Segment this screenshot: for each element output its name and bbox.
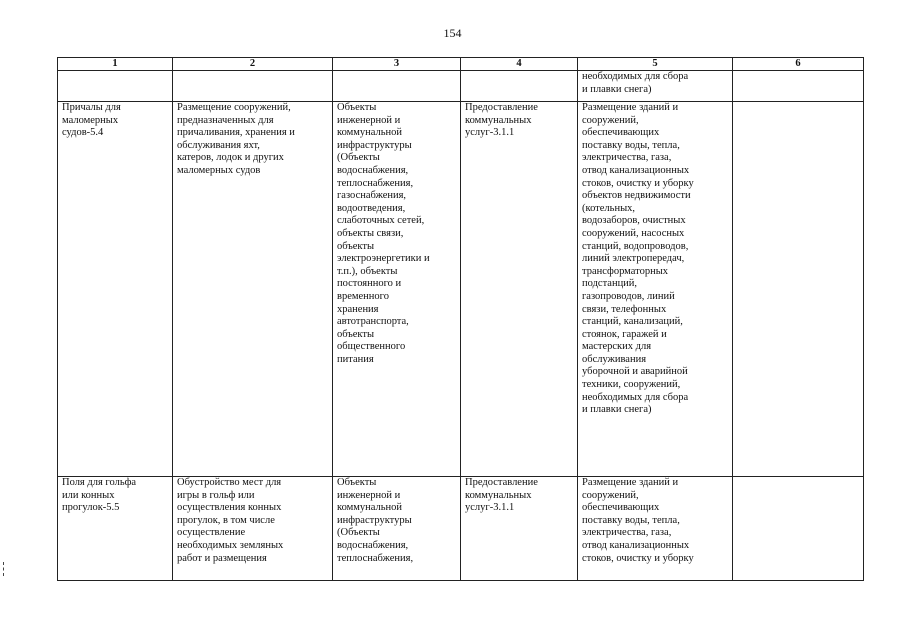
header-row [58, 58, 864, 71]
column-header-4: 4 [461, 58, 578, 71]
table-cell: Объекты инженерной и коммунальной инфраструктуры (Объекты водоснабжения, теплоснабжения, [333, 477, 461, 581]
table-cell [733, 71, 864, 102]
table-cell [733, 477, 864, 581]
table-cell: необходимых для сбора и плавки снега) [578, 71, 733, 102]
table-cell: Размещение зданий и сооружений, обеспечивающих поставку воды, тепла, электричества, газа, отвод канализационных стоков, очистку и уборку [578, 477, 733, 581]
table-cell [58, 71, 173, 102]
column-header-3: 3 [333, 58, 461, 71]
table-cell [733, 102, 864, 477]
column-header-5: 5 [578, 58, 733, 71]
table-cell: Размещение зданий и сооружений, обеспечивающих поставку воды, тепла, электричества, газа, отвод канализационных стоков, очистку и уборку объектов недвижимости (котельных, водозаборов, очистных сооружений, насосных станций, водопроводов, линий электропередач, трансформаторных подстанций, газопроводов, линий связи, телефонных станций, канализаций, стоянок, гаражей и мастерских для обслуживания уборочной и аварийной техники, сооружений, необходимых для сбора и плавки снега) [578, 102, 733, 477]
table-cell [173, 71, 333, 102]
table-cell: Обустройство мест для игры в гольф или осуществления конных прогулок, в том числе осуществление необходимых земляных работ и размещения [173, 477, 333, 581]
column-header-2: 2 [173, 58, 333, 71]
column-header-1: 1 [58, 58, 173, 71]
table-cell: Предоставление коммунальных услуг-3.1.1 [461, 477, 578, 581]
table-row-continuation [58, 71, 864, 102]
column-header-6: 6 [733, 58, 864, 71]
permitted-use-table [57, 57, 864, 581]
table-cell: Причалы для маломерных судов-5.4 [58, 102, 173, 477]
table-cell [461, 71, 578, 102]
table-cell: Объекты инженерной и коммунальной инфраструктуры (Объекты водоснабжения, теплоснабжения, газоснабжения, водоотведения, слаботочных сетей, объекты связи, объекты электроэнергетики и т.п.), объекты постоянного и временного хранения автотранспорта, объекты общественного питания [333, 102, 461, 477]
scan-margin-mark [3, 562, 7, 576]
table-row-moorings [58, 102, 864, 477]
table-row-golf-fields [58, 477, 864, 581]
table-cell [333, 71, 461, 102]
page-number: 154 [443, 26, 462, 40]
table-cell: Поля для гольфа или конных прогулок-5.5 [58, 477, 173, 581]
table-cell: Предоставление коммунальных услуг-3.1.1 [461, 102, 578, 477]
table-cell: Размещение сооружений, предназначенных для причаливания, хранения и обслуживания яхт, катеров, лодок и других маломерных судов [173, 102, 333, 477]
